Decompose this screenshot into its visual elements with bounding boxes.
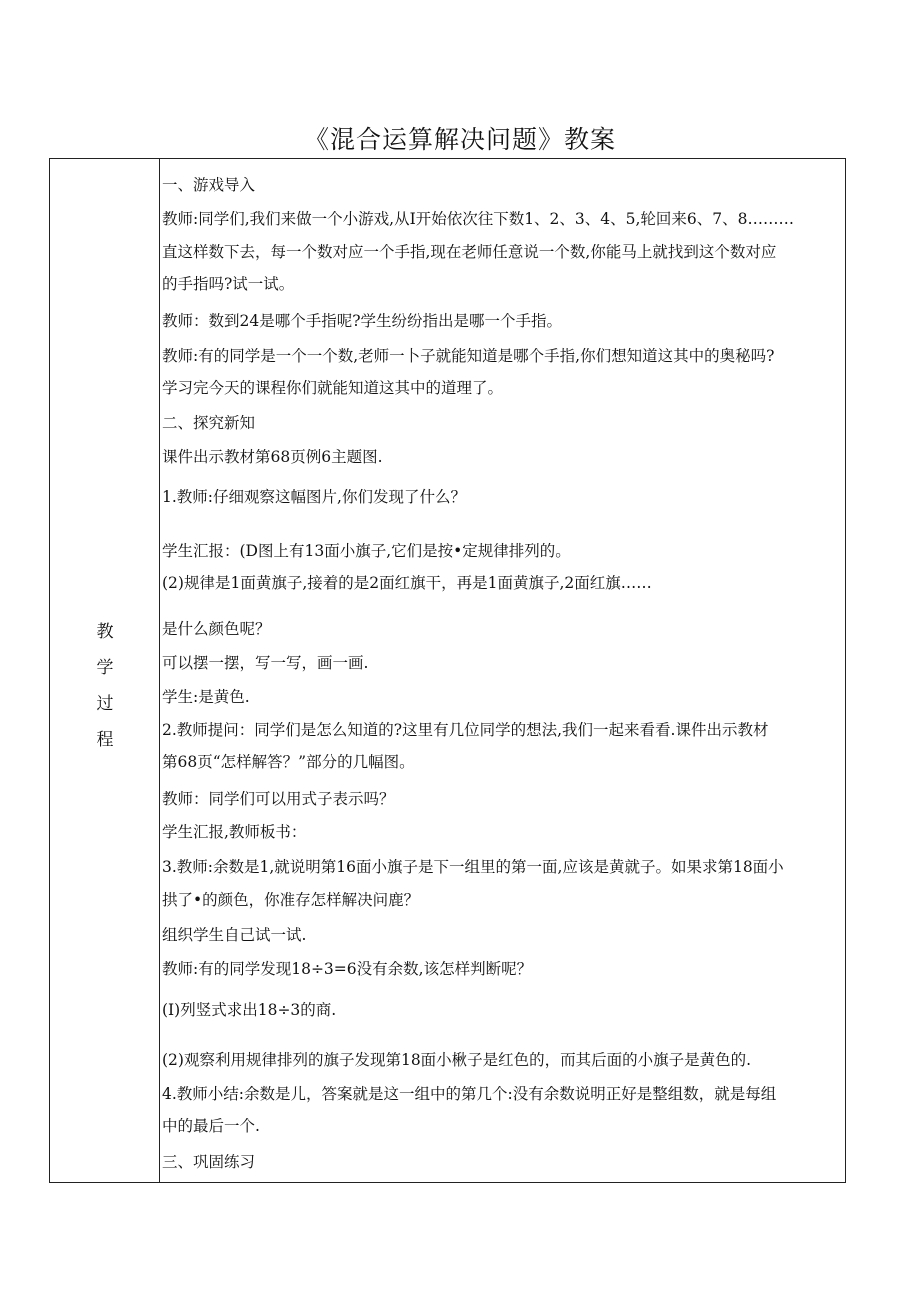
text-line: (2)规律是1面黄旗子,接着的是2面红旗干，再是1面黄旗子,2面红旗……	[162, 574, 652, 592]
text-line: 可以摆一摆，写一写，画一画.	[162, 654, 369, 672]
section-label-char: 教	[96, 622, 114, 642]
section-label-char: 过	[96, 694, 114, 714]
section-label-cell	[50, 159, 160, 1182]
text-line: 课件出示教材第68页例6主题图.	[162, 448, 383, 466]
lesson-content-cell	[160, 159, 846, 1182]
text-line: 教师:同学们,我们来做一个小游戏,从I开始依次往下数1、2、3、4、5,轮回来6、7、8………	[162, 210, 795, 228]
text-line: 直这样数下去，每一个数对应一个手指,现在老师任意说一个数,你能马上就找到这个数对应	[162, 243, 777, 261]
text-line: 2.教师提问：同学们是怎么知道的?这里有几位同学的想法,我们一起来看看.课件出示教材	[162, 721, 769, 739]
text-line: 的手指吗?试一试。	[162, 275, 295, 293]
text-line: 4.教师小结:余数是儿，答案就是这一组中的第几个:没有余数说明正好是整组数，就是每组	[162, 1085, 777, 1103]
text-line: (2)观察利用规律排列的旗子发现第18面小楸子是红色的，而其后面的小旗子是黄色的.	[162, 1051, 752, 1069]
text-line: 学生汇报：(D图上有13面小旗子,它们是按•定规律排列的。	[162, 542, 571, 560]
text-line: 1.教师:仔细观察这幅图片,你们发现了什么？	[162, 488, 466, 506]
text-line: 是什么颜色呢？	[162, 620, 271, 638]
text-line: 中的最后一个.	[162, 1117, 260, 1135]
text-line: 学生:是黄色.	[162, 688, 250, 706]
heading-game-intro: 一、游戏导入	[162, 176, 256, 194]
document-title: 《混合运算解决问题》教案	[303, 125, 616, 154]
text-line: 第68页“怎样解答？”部分的几幅图。	[162, 753, 415, 771]
heading-explore: 二、探究新知	[162, 414, 256, 432]
text-line: 拱了•的颜色，你准存怎样解决问鹿？	[162, 891, 420, 909]
lesson-plan-table	[49, 158, 846, 1183]
text-line: 组织学生自己试一试.	[162, 926, 307, 944]
section-label-char: 程	[96, 730, 114, 750]
text-line: 学习完今天的课程你们就能知道这其中的道理了。	[162, 379, 504, 397]
text-line: (I)列竖式求出18÷3的商.	[162, 1001, 337, 1019]
text-line: 教师:有的同学是一个一个数,老师一卜子就能知道是哪个手指,你们想知道这其中的奥秘吗?	[162, 347, 775, 365]
text-line: 教师:有的同学发现18÷3=6没有余数,该怎样判断呢？	[162, 960, 533, 978]
text-line: 学生汇报,教师板书：	[162, 823, 307, 841]
text-line: 3.教师:余数是1,就说明第16面小旗子是下一组里的第一面,应该是黄就子。如果求第18面小	[162, 858, 784, 876]
text-line: 教师：数到24是哪个手指呢?学生纷纷指出是哪一个手指。	[162, 312, 563, 330]
section-label-char: 学	[96, 658, 114, 678]
text-line: 教师：同学们可以用式子表示吗？	[162, 790, 395, 808]
section-label	[50, 614, 160, 758]
heading-practice: 三、巩固练习	[162, 1153, 256, 1171]
